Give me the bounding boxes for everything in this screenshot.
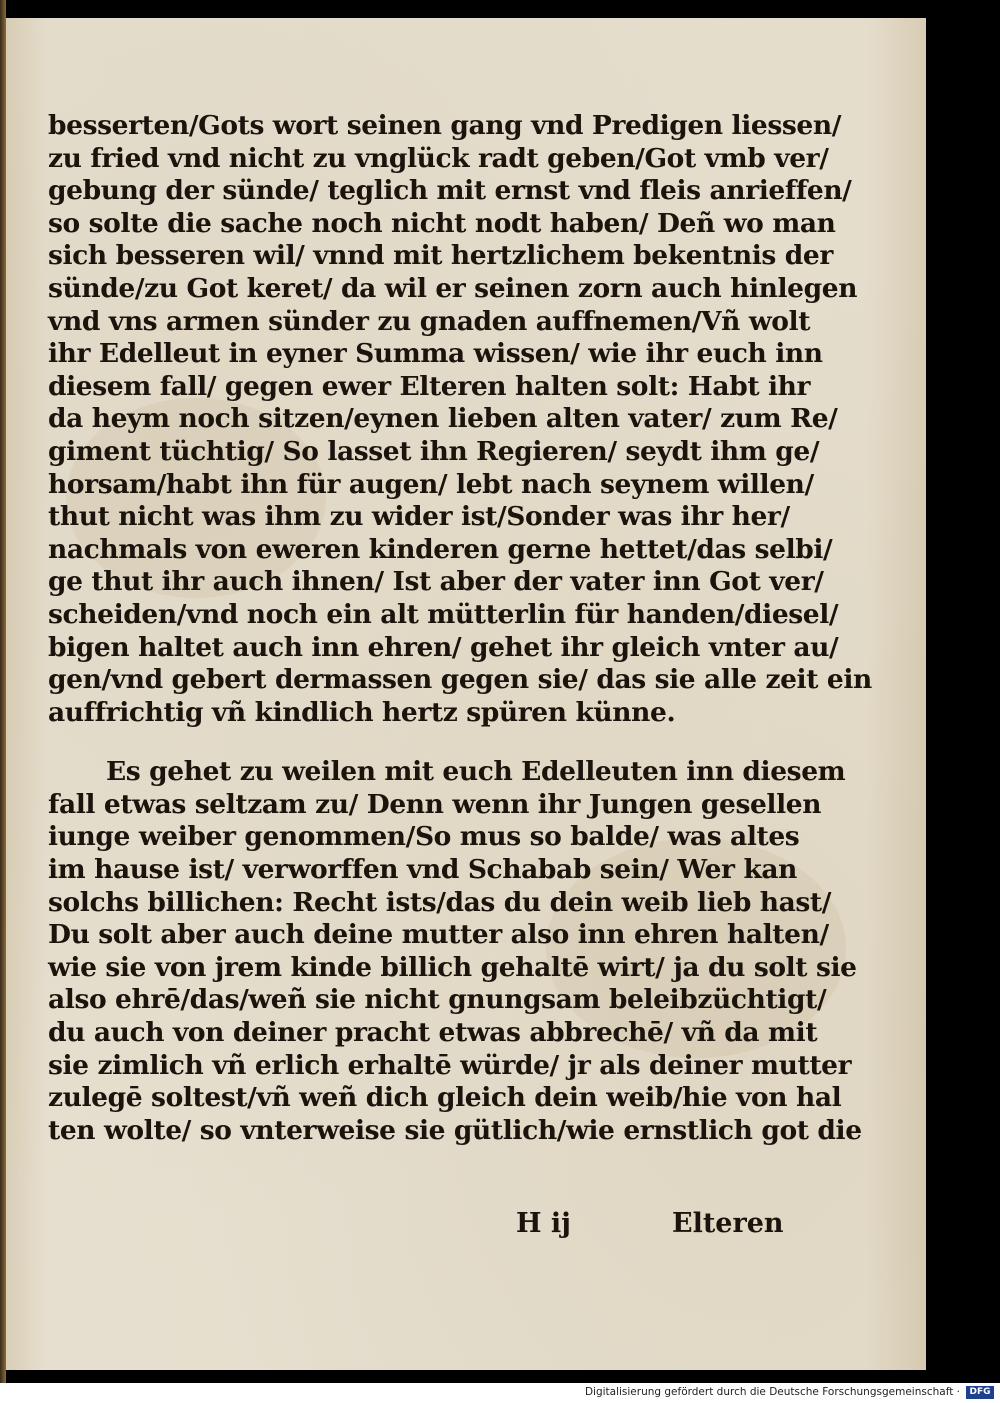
text-line: thut nicht was ihm zu wider ist/Sonder was ihr her/	[48, 501, 790, 533]
paragraph-2	[48, 756, 862, 1147]
book-page	[6, 18, 926, 1370]
text-line: Es gehet zu weilen mit euch Edelleuten inn diesem	[106, 756, 846, 788]
catchword: Elteren	[672, 1208, 784, 1239]
text-line: zulegē soltest/vñ weñ dich gleich dein weib/hie von hal	[48, 1082, 842, 1114]
text-line: horsam/habt ihn für augen/ lebt nach seynem willen/	[48, 468, 814, 500]
text-line: nachmals von eweren kinderen gerne hettet/das selbi/	[48, 533, 833, 565]
text-line: sich besseren wil/ vnnd mit hertzlichem bekentnis der	[48, 240, 833, 272]
signature-mark: H ij	[516, 1208, 571, 1239]
paragraph-gap	[48, 729, 808, 756]
text-line: gen/vnd gebert dermassen gegen sie/ das sie alle zeit ein	[48, 664, 872, 696]
text-line: vnd vns armen sünder zu gnaden auffnemen/Vñ wolt	[48, 305, 811, 337]
text-line: bigen haltet auch inn ehren/ gehet ihr gleich vnter au/	[48, 631, 839, 663]
text-line: ge thut ihr auch ihnen/ Ist aber der vater inn Got ver/	[48, 566, 824, 598]
text-line: scheiden/vnd noch ein alt mütterlin für handen/diesel/	[48, 598, 839, 630]
text-line: solchs billichen: Recht ists/das du dein weib lieb hast/	[48, 886, 832, 918]
funding-credit: Digitalisierung gefördert durch die Deutsche Forschungsgemeinschaft ·	[584, 1386, 960, 1398]
text-line: sie zimlich vñ erlich erhaltē würde/ jr als deiner mutter	[48, 1049, 852, 1081]
text-line: iunge weiber genommen/So mus so balde/ was altes	[48, 821, 800, 853]
text-line: da heym noch sitzen/eynen lieben alten vater/ zum Re/	[48, 403, 838, 435]
text-line: besserten/Gots wort seinen gang vnd Predigen liessen/	[48, 110, 841, 141]
text-line: diesem fall/ gegen ewer Elteren halten solt: Habt ihr	[48, 370, 811, 402]
text-line: so solte die sache noch nicht nodt haben/ Deñ wo man	[48, 207, 836, 239]
text-line: auffrichtig vñ kindlich hertz spüren künne.	[48, 696, 676, 728]
text-line: Du solt aber auch deine mutter also inn ehren halten/	[48, 919, 829, 951]
text-line: also ehrē/das/weñ sie nicht gnungsam beleibzüchtigt/	[48, 984, 827, 1016]
paragraph-1	[48, 110, 872, 729]
text-line: gebung der sünde/ teglich mit ernst vnd fleis anrieffen/	[48, 175, 852, 207]
text-line: du auch von deiner pracht etwas abbrechē/ vñ da mit	[48, 1017, 818, 1049]
text-line: zu fried vnd nicht zu vnglück radt geben/Got vmb ver/	[48, 142, 829, 174]
page-text	[48, 110, 872, 1147]
dfg-logo-icon: DFG	[966, 1386, 994, 1399]
text-line: ihr Edelleut in eyner Summa wissen/ wie ihr euch inn	[48, 338, 823, 370]
credit-bar	[0, 1383, 1000, 1403]
text-line: ten wolte/ so vnterweise sie gütlich/wie ernstlich got die	[48, 1114, 862, 1146]
text-line: sünde/zu Got keret/ da wil er seinen zorn auch hinlegen	[48, 272, 858, 304]
text-line: giment tüchtig/ So lasset ihn Regieren/ seydt ihm ge/	[48, 435, 820, 467]
text-line: im hause ist/ verworffen vnd Schabab sein/ Wer kan	[48, 854, 798, 886]
text-line: fall etwas seltzam zu/ Denn wenn ihr Jungen gesellen	[48, 788, 822, 820]
text-line: wie sie von jrem kinde billich gehaltē wirt/ ja du solt sie	[48, 951, 857, 983]
